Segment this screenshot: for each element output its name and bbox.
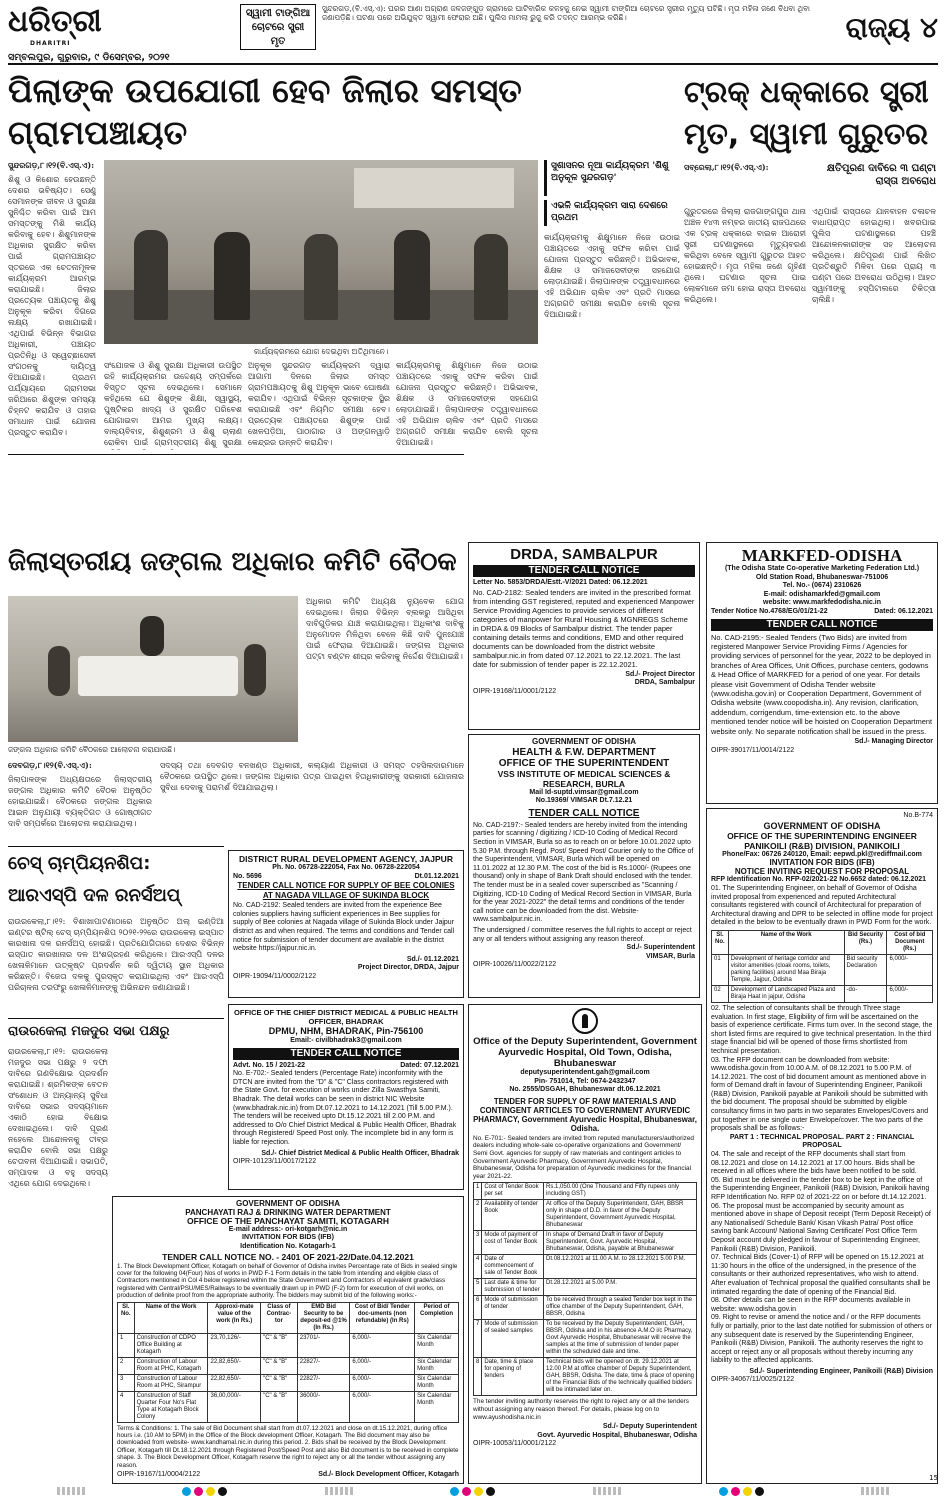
registration-bar [325, 1487, 353, 1495]
ad-panikoili: No.B-774 GOVERNMENT OF ODISHA OFFICE OF THE SUPERINTENDING ENGINEER PANIKOILI (R&B) DIVISION, PANIKOILI Phone/Fax: 06726 240120, Email: eepwd.pkl@rediffmail.com INVITATION FOR BIDS (IFB) NOTICE INVITING REQUEST FOR PROPOSAL RFP Identification No. RFP-02/2021-22 No.6652 dated: 06.12.2021 01. The Superintending Engineer, on behalf of Governor of Odisha invited proposal from experienced and reputed Architectural consultants registered with council of Architectural for preparation of Architectural drawing and DPR to be selected in offline mode for project detailed in the below to be eventually drawn in PWD Form for the work. Sl. No. Name of the Work Bid Security (Rs.) Cost of bid Document (Rs.) 01 Development of heritage corridor and visitor amenities (cloak rooms, toilets, parking facilities) around Maa Biraja Temple, Jajpur, Odisha Bid security Declaration 6,000/- 02 Development of Landscaped Plaza and Biraja Haat in jajpur, Odisha -do- 6,000/- 02. The selection of consultants shall be through Three stage evaluation. In first stage, Eligibility of firm will be ascertained on the basis of experience certificate. Firms turn over. In the second stage, the short listed firms are required to give technical presentation. In the third stage financial bid will be opened of those firms shortlisted from technical presentation. 03. The RFP document can be downloaded from website: www.odisha.gov.in from 10.00 A.M. of 08.12.2021 to 5.00 P.M. of 14.12.2021. The cost of bid document amount as mentioned above in form of Demand draft in favour of Superintending Engineer, Panikoili (R&B) Division, Panikoili payable at Panikoili should be submitted with the bid document. The proposal should be submitted by eligible consultancy firms in two parts in two separates Envelopes/Covers and put together in one single outer Envelope/cover. The two parts of the proposals shall be as follows:- PART 1 : TECHNICAL PROPOSAL. PART 2 : FINANCIAL PROPOSAL 04. The sale and receipt of the RFP documents shall start from 08.12.2021 and close on 14.12.2021 at 17.00 hours. Bids shall be received in all offices where the bids have been notified to be sold. 05. Bid must be delivered in the tender box to be kept in the office of the Superintending Engineer, Panikoili (R&B) Division, Panikoili having RFP Identification No. RFP 02 of 2021-22 on or before dt.14.12.2021. 06. The proposal must be accompanied by security amount as mentioned above in shape of Deposit receipt (Term Deposit Receipt) of any Nationalised/ Schedule Bank/ Kisan Vikash Patra/ Post office saving bank Account/ National Saving Certificate/ Post Office Term Deposit account duly pledged in favour of Superintending Engineer, Panikoili (R&B) Division, Panikoili. 07. Technical Bids (Cover-1) of RFP will be opened on 15.12.2021 at 11:30 hours in the office of the undersigned, in the presence of the consultants or their authorized representatives, who wish to attend. After evaluation of Technical proposal the qualified consultants shall be intimated regarding the date of opening of the Financial Bid. 08. Other details can be seen in the RFP documents available in website: www.odisha.gov.in 09. Right to revise or amend the notice and / or the RFP documents fully or partially, prior to the last date notified for submission of others or any subsequent date is reserved by the Superintending Engineer, Panikoili (R&B) Division, Panikoili. The authority reserves the right to accept or reject any or all proposals without thereby incurring any liability to the affected applicants. Sd./- Superintending Engineer, Panikoili (R&B) Division OIPR-34067/11/0025/2122 [706, 808, 938, 1484]
panikoili-table-cell: 6,000/- [887, 985, 933, 1002]
kotagarh-table-cell: Construction of Labour Room at PHC, Kotagarh [134, 1357, 208, 1374]
story4-kicker: ଚେସ୍ ଚାମ୍ପିୟନଶିପ: [8, 853, 151, 874]
ad-kotagarh-table [117, 1302, 459, 1423]
kotagarh-table-cell: 4 [118, 1391, 135, 1422]
ad-vimsar-body: No. CAD-2197:- Sealed tenders are hereby invited from the intending parties for scanning / digitizing / ICD-10 Coding of Medical Record Section in VIMSAR, Burla so as to reach on or before 10.01.2022 upto 5.30 P.M. through Regd. Post/ Speed Post/ Courier only to the Office of the Superintendent, VIMSAR, Burla which will be opened on 11.01.2022 at 12.30 P.M. The cost of the bid is Rs.1000/- (Rupees one thousand) only in shape of Bank Draft should enclosed with the tender. The tender must be in a sealed cover superscribed as "Scanning / Digitizing, ICD-10 Coding of Medical Record Section in VIMSAR, Burla for the year 2021-2022" the detail terms and conditions of the tender call notice can be downloaded from the dist. Website- www.sambalpur.nic.in. [473, 821, 694, 924]
kotagarh-table-header-cell: EMD Bid Security to be deposit-ed @1% (In Rs.) [297, 1302, 350, 1333]
section-rule [8, 454, 464, 455]
registration-dot-icon [182, 1487, 227, 1496]
kotagarh-table-row [118, 1357, 459, 1374]
ad-ayurvedic-table [473, 1182, 697, 1396]
story1-col4: କାର୍ଯ୍ୟକ୍ରମକୁ ଶିକ୍ଷୁମାନେ ନିଜେ ଉଠାଇ ପଞ୍ଚାୟତରେ ଏହାକୁ ସଫଳ କରିବା ପାଇଁ ଯୋଜନା ପ୍ରସ୍ତୁତ କରିଛନ୍ତି। ଅଭିଭାବକ, ଶିକ୍ଷକ ଓ ସମାଜସେବୀଙ୍କ ସହଯୋଗ ଲୋଡ଼ାଯାଇଛି। ଜିଲାପାଳଙ୍କ ତତ୍ତ୍ୱାବଧାନରେ ଏହି ଅଭିଯାନ ଚାଲିବ ଏବଂ ପ୍ରତି ମାସରେ ଅଗ୍ରଗତି ସମୀକ୍ଷା କରାଯିବ ବୋଲି ସୂଚନା ଦିଆଯାଇଛି। [396, 361, 538, 447]
story4-body: ରାଉରକେଲା,୮।୧୨: ବିଶାଖାପାଟଣାଠାରେ ଅନୁଷ୍ଠିତ ଅଲ୍ ଇଣ୍ଡିଆ ଇଣ୍ଟର ଷ୍ଟିଲ୍ ଚେସ୍ ଚାମ୍ପିୟନଶିପ ୨୦୨୧-୨୨ରେ ରାଉରକେଲା ଇସ୍ପାତ କାରଖାନା ଦଳ ରନର୍ସଅପ୍ ହୋଇଛି। ପ୍ରତିଯୋଗିତାରେ ଦେଶର ବିଭିନ୍ନ ଇସ୍ପାତ କାରଖାନାର ଦଳ ଅଂଶଗ୍ରହଣ କରିଥିଲେ। ଆରଏସ୍‌ପି ଦଳର ଖେଳାଳିମାନେ ଉତ୍କୃଷ୍ଟ ପ୍ରଦର୍ଶନ କରି ଦ୍ୱିତୀୟ ସ୍ଥାନ ଅଧିକାର କରିଛନ୍ତି। ବିଜେତା ଦଳକୁ ପୁରସ୍କୃତ କରାଯାଇଥିଲା ଏବଂ ଆରଏସ୍‌ପି ପରିଚାଳନା ତରଫରୁ ଖେଳାଳିମାନଙ୍କୁ ଅଭିନନ୍ଦନ ଜଣାଯାଇଛି। [8, 917, 224, 992]
panikoili-table-cell: 02 [712, 985, 729, 1002]
story3-photo [8, 596, 298, 742]
ayurvedic-table-cell: To be received through a sealed Tender box kept in the office chamber of the Deputy Superintendent, GAH, BBSR, Odisha [544, 1296, 697, 1320]
kotagarh-table-cell: 6,000/- [350, 1333, 415, 1357]
ayurvedic-table-cell: In shape of Demand Draft in favor of Deputy Superintendent, Govt. Ayurvedic Hospital, Bhubaneswar, Odisha, payable at Bhubaneswar [544, 1231, 697, 1255]
kotagarh-table-header-cell: Sl. No. [118, 1302, 135, 1333]
registration-bar [593, 1487, 621, 1495]
kotagarh-table-cell: 36,00,000/- [208, 1391, 261, 1422]
ayurvedic-table-cell: 6 [474, 1296, 482, 1320]
ad-markfed-body: No. CAD-2195:- Sealed Tenders (Two Bids) are invited from registered Manpower Service Providing Firms / Agencies for providing services of personnel for the year, 2022 to be deployed in branches of Area Offices, Unit Offices, purchase centers, godowns & Head Office of MARKFED for a period of one year. For details please visit Government of Odisha Tender website (www.odisha.gov.in) or Cooperation Department, Government of Odisha website (www.coopodisha.in). Any revision, clarification, addendum, corrigendum, time-extension etc. to the above mentioned tender notice will be hoisted on Cooperation Department website only. No separate notification shall be issued in the press. [711, 632, 933, 736]
ayurvedic-table-cell: 5 [474, 1279, 482, 1296]
kotagarh-table-cell: 6,000/- [350, 1391, 415, 1422]
kotagarh-table-cell: Construction of CDPO Office Building at Kotagarh [134, 1333, 208, 1357]
ad-markfed-title: MARKFED-ODISHA [741, 546, 903, 565]
ayurvedic-table-cell: Dt.28.12.2021 at 5.00 P.M. [544, 1279, 697, 1296]
story2-col1: ଗୁରୁତରରେ ଜିଲ୍ଲା ରାଜଗାଙ୍ଗପୁର ଥାନା ଅଞ୍ଚଳ ୧୪୩ ନମ୍ବର ଜାତୀୟ ରାଜପଥରେ ଏକ ଟ୍ରକ୍ ଧକ୍କାରେ ବାଇକ ଆରୋହୀ ସ୍ତ୍ରୀ ଘଟଣାସ୍ଥଳରେ ମୃତ୍ୟୁବରଣ କରିଥିବା ବେଳେ ସ୍ୱାମୀ ଗୁରୁତର ଆହତ ହୋଇଛନ୍ତି। ମୃତା ମହିଳା ଜଣେ ଗୃହିଣୀ ଥିଲେ। ଘଟଣାର ସୂଚନା ପାଇ ଲୋକମାନେ ଜମା ହୋଇ ରାସ୍ତା ଅବରୋଧ କରିଥିଲେ। [684, 207, 806, 304]
logo-text: ଧରିତ୍ରୀ [8, 4, 102, 39]
ayurvedic-table-cell: Cost of Tender Book per set [482, 1183, 544, 1200]
panikoili-table-header-cell: Sl. No. [712, 930, 729, 954]
section-label: ରାଜ୍ୟ ୪ [845, 11, 938, 44]
story1-pullquote-1: ସୁଶାସନର ନୂଆ କାର୍ଯ୍ୟକ୍ରମ 'ଶିଶୁ ଅନୁକୂଳ ସୁନ୍ଦରଗଡ଼' [544, 160, 680, 196]
kotagarh-table-cell: Construction of Labour Room at PHC, Sirampur [134, 1374, 208, 1391]
ayurvedic-table-cell: Date of commencement of sale of Tender Book [482, 1255, 544, 1279]
ayurvedic-table-cell: Dt.08.12.2021 at 11.00 A.M. to 28.12.2021 5.00 P.M. [544, 1255, 697, 1279]
ayurvedic-table-cell: Date, time & place for opening of tenders [482, 1358, 544, 1396]
ayurvedic-table-cell: Rs.1,050.00 (One Thousand and Fifty rupees only including GST) [544, 1183, 697, 1200]
ayurvedic-table-cell: Mode of payment of cost of Tender Book [482, 1231, 544, 1255]
ayurvedic-table-cell: Mode of submission of sealed samples [482, 1320, 544, 1358]
ayurvedic-table-cell: 2 [474, 1200, 482, 1231]
kotagarh-table-cell: "C" & "B" [261, 1374, 298, 1391]
ad-panikoili-table [711, 930, 933, 1003]
panikoili-table-cell: -do- [844, 985, 887, 1002]
kotagarh-table-row [118, 1391, 459, 1422]
ad-bhadrak: OFFICE OF THE CHIEF DISTRICT MEDICAL & PUBLIC HEALTH OFFICER, BHADRAK DPMU, NHM, BHADRAK, Pin-756100 Email:- civilbhadrak3@gmail.com TENDER CALL NOTICE Advt. No. 15 / 2021-22 Dated: 07.12.2021 No. E-702:- Sealed tenders (Percentage Rate) inconformity with the DTCN are invited from the "D" & "C" Class contractors registered with the State Govt. for execution of works under Zilla Swasthya Samiti, Bhadrak. The detail works can be seen in district NIC Website (www.bhadrak.nic.in) from Dt.07.12.2021 to 14.12.2021 (Till 5.00 P.M.). The tenders will be received upto Dt.15.12.2021 till 2.00 P.M. and addressed to O/o Chief District Medical & Public Health Officer, Bhadrak through Registered/ Speed Post only. The incomplete bid in any form is liable for rejection. Sd./- Chief District Medical & Public Health Officer, Bhadrak OIPR-10123/11/0017/2122 [228, 1004, 464, 1190]
ayurvedic-table-cell: Last date & time for submission of tender [482, 1279, 544, 1296]
kotagarh-table-cell: 6,000/- [350, 1374, 415, 1391]
ayurvedic-table-cell: Technical bids will be opened on dt. 29.12.2021 at 12.00 P.M at office chamber of Deputy Superintendent, GAH, BBSR, Odisha. The date, time & place of opening of the Financial Bids of the technically qualified bidders will be intimated later on. [544, 1358, 697, 1396]
ayurvedic-table-row [474, 1320, 697, 1358]
ayurvedic-table-cell: To be received by the Deputy Superintendent, GAH, BBSR, Odisha and in his absence A.M.O i/c Pharmacy, Govt Ayurvedic Hospital, Bhubaneswar will receive the samples at the time of submission of tender paper within the scheduled date and time. [544, 1320, 697, 1358]
ayurvedic-table-row [474, 1358, 697, 1396]
panikoili-table-cell: 01 [712, 954, 729, 985]
ayurvedic-table-cell: 4 [474, 1255, 482, 1279]
ad-drda-sambalpur: DRDA, SAMBALPUR TENDER CALL NOTICE Letter No. 5853/DRDA/Estt.-V/2021 Dated: 06.12.2021 No. CAD-2182: Sealed tenders are invited in the prescribed format from intending GST registered, reputed and experienced Manpower Service Providing Agencies to provide services of different categories of manpower for Rural Housing & MGNREGS Scheme in DRDA & 09 Blocks of Sambalpur district. The tender paper containing details terms and conditions, EMD and other required documents can be downloaded from the district website sambalpur.nic.in from dated 07.12.2021 to 22.12.2021. The last date for submission of tender paper is 22.12.2021. Sd./- Project Director DRDA, Sambalpur OIPR-19168/11/0001/2122 [468, 542, 700, 730]
panikoili-table-header-cell: Bid Security (Rs.) [844, 930, 887, 954]
ad-ayurvedic: Office of the Deputy Superintendent, Government Ayurvedic Hospital, Old Town, Odisha, Bhubaneswar deputysuperintendent.gah@gmail.com Pin- 751014, Tel: 0674-2432347 No. 2555/DSGAH, Bhubaneswar dt.06.12.2021 TENDER FOR SUPPLY OF RAW MATERIALS AND CONTINGENT ARTICLES TO GOVERNMENT AYURVEDIC PHARMACY, Government Ayurvedic Hospital, Bhubaneswar, Odisha. No. E-701:- Sealed tenders are invited from reputed manufacturers/authorized dealers including whole-sale co-operative organizations and Government/ Semi Govt. agencies for supply of raw materials and contingent articles to Government Ayurvedic Pharmacy, Government Ayurvedic Hospital, Bhubaneswar, Odisha for preparation of Ayurvedic medicines for the financial year 2021-22. 1 Cost of Tender Book per set Rs.1,050.00 (One Thousand and Fifty rupees only including GST) 2 Availability of tender Book At office of the Deputy Superintendent, GAH, BBSR only in shape of D.D. in favor of the Deputy Superintendent, Government Ayurvedic Hospital, Bhubaneswar 3 Mode of payment of cost of Tender Book In shape of Demand Draft in favor of Deputy Superintendent, Govt. Ayurvedic Hospital, Bhubaneswar, Odisha, payable at Bhubaneswar 4 Date of commencement of sale of Tender Book Dt.08.12.2021 at 11.00 A.M. to 28.12.2021 5.00 P.M. 5 Last date & time for submission of tender Dt.28.12.2021 at 5.00 P.M. 6 Mode of submission of tender To be received through a sealed Tender box kept in the office chamber of the Deputy Superintendent, GAH, BBSR, Odisha 7 Mode of submission of sealed samples To be received by the Deputy Superintendent, GAH, BBSR, Odisha and in his absence A.M.O i/c Pharmacy, Govt Ayurvedic Hospital, Bhubaneswar will receive the samples at the time of submission of tender paper within the scheduled date and time. 8 Date, time & place for opening of tenders Technical bids will be opened on dt. 29.12.2021 at 12.00 P.M at office chamber of Deputy Superintendent, GAH, BBSR, Odisha. The date, time & place of opening of the Financial Bids of the technically qualified bidders will be intimated later on. The tender inviting authority reserves the right to reject any or all the tenders without assigning any reason thereof. For details, please log on to www.ayushodisha.nic.in Sd./- Deputy Superintendent Govt. Ayurvedic Hospital, Bhubaneswar, Odisha OIPR-10053/11/0001/2122 [468, 1004, 702, 1484]
panikoili-table-cell: Development of Landscaped Plaza and Biraja Haat in jajpur, Odisha [728, 985, 844, 1002]
story2-headline: ଟ୍ରକ୍ ଧକ୍କାରେ ସ୍ତ୍ରୀ ମୃତ, ସ୍ୱାମୀ ଗୁରୁତର [684, 75, 929, 152]
page-number: 15 [929, 1474, 938, 1482]
registration-bar [861, 1487, 889, 1495]
footer-registration [8, 1486, 938, 1496]
ad-drda-jajpur: DISTRICT RURAL DEVELOPMENT AGENCY, JAJPUR Ph. No. 06728-222054, Fax No. 06728-222054 No. 5696 Dt.01.12.2021 TENDER CALL NOTICE FOR SUPPLY OF BEE COLONIES AT NAGADA VILLAGE OF SUKINDA BLOCK No. CAD-2192: Sealed tenders are invited from the experience Bee colonies suppliers having sufficient experiences in Bee supplies for supply of Bee colonies at Nagada village of Sukinda Block under Jajpur district as and when required. The terms and conditions and Tender call notice for submission of tender document are available in the district website https://jajpur.nic.in. Sd./- 01.12.2021 Project Director, DRDA, Jajpur OIPR-19094/11/0002/2122 [228, 850, 464, 998]
registration-dot-icon [450, 1487, 495, 1496]
story1-col1: ଶିଶୁ ଓ କିଶୋର ହେଉଛନ୍ତି ଦେଶର ଭବିଷ୍ୟତ। ସେଣୁ ସେମାନଙ୍କ ଜୀବନ ଓ ସୁରକ୍ଷା ସୁନିଶ୍ଚିତ କରିବା ପାଇଁ ଆମ ସମସ୍ତଙ୍କୁ ମିଶି କାର୍ଯ୍ୟ କରିବାକୁ ହେବ। ଶିଶୁମାନଙ୍କ ଅଧିକାର ସୁରକ୍ଷିତ କରିବା ପାଇଁ ଗ୍ରାମପଞ୍ଚାୟତ ସ୍ତରରେ ଏକ ଚେତନାମୂଳକ କାର୍ଯ୍ୟକ୍ରମ ଆରମ୍ଭ କରାଯାଇଛି। ଜିଲାର ପ୍ରତ୍ୟେକ ପଞ୍ଚାୟତକୁ ଶିଶୁ ଅନୁକୂଳ କରିବା ଦିଗରେ ଲକ୍ଷ୍ୟ ରଖାଯାଇଛି। ଏଥିପାଇଁ ବିଭିନ୍ନ ବିଭାଗର ଅଧିକାରୀ, ପଞ୍ଚାୟତ ପ୍ରତିନିଧି ଓ ସ୍ୱେଚ୍ଛାସେବୀ ସଂଗଠନକୁ ଦାୟିତ୍ୱ ଦିଆଯାଇଛି। ପ୍ରଥମ ପର୍ଯ୍ୟାୟରେ ଗ୍ରାମସଭା ଜରିଆରେ ଶିଶୁଙ୍କ ସମସ୍ୟା ଚିହ୍ନଟ କରାଯିବ ଓ ତାହାର ସମାଧାନ ପାଇଁ ଯୋଜନା ପ୍ରସ୍ତୁତ କରାଯିବ। [8, 175, 96, 437]
kotagarh-table-cell: "C" & "B" [261, 1391, 298, 1422]
teaser-box: ସ୍ୱାମୀ ଟାଙ୍ଗିଆ ଚୋଟରେ ସ୍ତ୍ରୀ ମୃତ [240, 4, 316, 50]
ad-drda-body: No. CAD-2182: Sealed tenders are invited in the prescribed format from intending GST registered, reputed and experienced Manpower Service Providing Agencies to provide services of different categories of manpower for Rural Housing & MGNREGS Scheme in DRDA & 09 Blocks of Sambalpur district. The tender paper containing details terms and conditions, EMD and other required documents can be downloaded from the district website sambalpur.nic.in from dated 07.12.2021 to 22.12.2021. The last date for submission of tender paper is 22.12.2021. [473, 587, 695, 669]
story5-body: ରାଉରକେଲା,୮।୧୨: ରାଉରକେଲା ମଜଦୁର ସଭା ପକ୍ଷରୁ ୨ ଦଫା ଦାବିରେ ଗଣବିକ୍ଷୋଭ ପ୍ରଦର୍ଶନ କରାଯାଇଛି। ଶ୍ରମିକଙ୍କ ବେତନ ସଂଶୋଧନ ଓ ଅନ୍ୟାନ୍ୟ ସୁବିଧା ଦାବିରେ ସଭାର ସଦସ୍ୟମାନେ ଏକାଠି ହୋଇ ବିକ୍ଷୋଭ ଦେଖାଇଥିଲେ। ଦାବି ପୂରଣ ନହେଲେ ଆନ୍ଦୋଳନକୁ ତୀବ୍ର କରାଯିବ ବୋଲି ସଭା ପକ୍ଷରୁ ଚେତାବନୀ ଦିଆଯାଇଛି। ସଭାପତି, ସମ୍ପାଦକ ଓ ବହୁ ସଦସ୍ୟ ଏଥିରେ ଯୋଗ ଦେଇଥିଲେ। [8, 1047, 108, 1188]
kotagarh-table-row [118, 1333, 459, 1357]
story1-headline: ପିଲାଙ୍କ ଉପଯୋଗୀ ହେବ ଜିଲାର ସମସ୍ତ ଗ୍ରାମପଞ୍ଚାୟତ [8, 71, 522, 152]
ayurvedic-table-row [474, 1279, 697, 1296]
story2-col2: ଏଥିପାଇଁ ରାସ୍ତାରେ ଯାନବାହନ ଚଳାଚଳ ବାଧାପ୍ରାପ୍ତ ହୋଇଥିଲା। ଖବରପାଇ ପୁଲିସ ଘଟଣାସ୍ଥଳରେ ପହଞ୍ଚି ଆନ୍ଦୋଳନକାରୀଙ୍କ ସହ ଆଲୋଚନା କରିଥିଲେ। କ୍ଷତିପୂରଣ ପାଇଁ ଲିଖିତ ପ୍ରତିଶ୍ରୁତି ମିଳିବା ପରେ ପ୍ରାୟ ୩ ଘଣ୍ଟା ପରେ ଅବରୋଧ ଉଠିଥିଲା। ଆହତ ସ୍ୱାମୀଙ୍କୁ ହସ୍ପିଟାଲରେ ଚିକିତ୍ସା ଚାଲିଛି। [812, 207, 936, 304]
panikoili-table-cell: Development of heritage corridor and visitor amenities (cloak rooms, toilets, parking facilities) around Maa Biraja Temple, Jajpur, Odisha [728, 954, 844, 985]
kotagarh-table-cell: 22827/- [297, 1357, 350, 1374]
kotagarh-table-cell: 22,82,650/- [208, 1357, 261, 1374]
ad-kotagarh: GOVERNMENT OF ODISHA PANCHAYATI RAJ & DRINKING WATER DEPARTMENT OFFICE OF THE PANCHAYAT SAMITI, KOTAGARH E-mail address:- ori-kotgarh@nic.in INVITATION FOR BIDS (IFB) Identification No. Kotagarh-1 TENDER CALL NOTICE NO. - 2401 OF 2021-22/Date.04.12.2021 1. The Block Development Officer, Kotagarh on behalf of Governor of Odisha invites Percentage rate of Bids in sealed single cover for the following 04(Four) Nos of works in PWD F-1 Form details in the table from intending and eligible class of Contractors mentioned in Col 4 below registered within the State Government and Contractors of equivalent grade/class registered with Central/PSU/MES/Railways to be eventually drawn up in PWD (F-2) form for execution of civil works, on production of definite proof from the appropriate authority. The bidders may submit bid of the following works:- Sl. No. Name of the Work Approxi-mate value of the work (In Rs.) Class of Contrac-tor EMD Bid Security to be deposit-ed @1% (In Rs.) Cost of Bid/ Tender doc-uments (non refundable) (In Rs) Period of Completion 1 Construction of CDPO Office Building at Kotagarh 23,70,126/- "C" & "B" 23701/- 6,000/- Six Calendar Month 2 Construction of Labour Room at PHC, Kotagarh 22,82,650/- "C" & "B" 22827/- 6,000/- Six Calendar Month 3 Construction of Labour Room at PHC, Sirampur 22,82,650/- "C" & "B" 22827/- 6,000/- Six Calendar Month 4 Construction of Staff Quarter Four No's Flat Type at Kotagarh Block Colony 36,00,000/- "C" & "B" 36000/- 6,000/- Six Calendar Month Terms & Conditions: 1. The sale of Bid Document shall start from dt.07.12.2021 and close on dt.15.12.2021, during office hours i.e. (10 AM to 5PM) in the Office of the Block development Officer, Kotagarh. The Bid document may also be downloaded from website- www.kandhamal.nic.in during this period. 2. Bids shall be received by the Block Development Officer, Kotagarh till Dt.18.12.2021 through Registered Post/Speed Post and also Bid document is to be received in complete shape. 3. The Block Development Officer, Kotagarh reserve the right to reject any or all the tender without assigning any reason. OIPR-19167/11/0004/2122 Sd./- Block Development Officer, Kotagarh [112, 1196, 464, 1484]
ad-vimsar: GOVERNMENT OF ODISHA HEALTH & F.W. DEPARTMENT OFFICE OF THE SUPERINTENDENT VSS INSTITUTE OF MEDICAL SCIENCES & RESEARCH, BURLA Mail Id-suptd.vimsar@gmail.com No.19369/ VIMSAR Dt.7.12.21 TENDER CALL NOTICE No. CAD-2197:- Sealed tenders are hereby invited from the intending parties for scanning / digitizing / ICD-10 Coding of Medical Record Section in VIMSAR, Burla so as to reach on or before 10.01.2022 upto 5.30 P.M. through Regd. Post/ Speed Post/ Courier only to the Office of the Superintendent, VIMSAR, Burla which will be opened on 11.01.2022 at 12.30 P.M. The cost of the bid is Rs.1000/- (Rupees one thousand) only in shape of Bank Draft should enclosed with the tender. The tender must be in a sealed cover superscribed as "Scanning / Digitizing, ICD-10 Coding of Medical Record Section in VIMSAR, Burla for the year 2021-2022" the detail terms and conditions of the tender call notice can be downloaded from the dist. Website- www.sambalpur.nic.in. The undersigned / committee reserves the full rights to accept or reject any or all tenders without assigning any reason thereof. Sd./- Superintendent VIMSAR, Burla OIPR-10026/11/0022/2122 [468, 734, 700, 998]
story1-col5: କାର୍ଯ୍ୟକ୍ରମକୁ ଶିକ୍ଷୁମାନେ ନିଜେ ଉଠାଇ ପଞ୍ଚାୟତରେ ଏହାକୁ ସଫଳ କରିବା ପାଇଁ ଯୋଜନା ପ୍ରସ୍ତୁତ କରିଛନ୍ତି। ଅଭିଭାବକ, ଶିକ୍ଷକ ଓ ସମାଜସେବୀଙ୍କ ସହଯୋଗ ଲୋଡ଼ାଯାଇଛି। ଜିଲାପାଳଙ୍କ ତତ୍ତ୍ୱାବଧାନରେ ଏହି ଅଭିଯାନ ଚାଲିବ ଏବଂ ପ୍ରତି ମାସରେ ଅଗ୍ରଗତି ସମୀକ୍ଷା କରାଯିବ ବୋଲି ସୂଚନା ଦିଆଯାଇଛି। [544, 233, 680, 319]
ayurvedic-table-row [474, 1183, 697, 1200]
masthead-rule [8, 63, 938, 65]
kotagarh-table-cell: 1 [118, 1333, 135, 1357]
story1-caption: କାର୍ଯ୍ୟକ୍ରମରେ ଯୋଗ ଦେଇଥିବା ଅତିଥିମାନେ। [253, 347, 389, 356]
kotagarh-table-cell: 22,82,650/- [208, 1374, 261, 1391]
kotagarh-table-cell: 6,000/- [350, 1357, 415, 1374]
ayurvedic-table-cell: Mode of submission of tender [482, 1296, 544, 1320]
masthead [8, 4, 938, 62]
story1-dateline: ସୁନ୍ଦରଗଡ଼,୮।୧୨(ବି.ଏସ୍.ଏ): [8, 160, 95, 170]
story2-dateline: ସବ୍ରେଲା,୮।୧୨(ବି.ଏସ୍.ଏ): [684, 162, 769, 172]
story2-subhead: କ୍ଷତିପୂରଣ ଦାବିରେ ୩ ଘଣ୍ଟା ରାସ୍ତା ଅବରୋଧ [826, 163, 936, 187]
kotagarh-table-header-cell: Approxi-mate value of the work (In Rs.) [208, 1302, 261, 1333]
kotagarh-table-cell: 23701/- [297, 1333, 350, 1357]
story3-headline: ଜିଲାସ୍ତରୀୟ ଜଙ୍ଗଲ ଅଧିକାର କମିଟି ବୈଠକ [8, 547, 457, 577]
kotagarh-table-cell: "C" & "B" [261, 1357, 298, 1374]
panikoili-table-cell: 6,000/- [887, 954, 933, 985]
ad-drda-bar: TENDER CALL NOTICE [473, 565, 695, 577]
story3-col2: ଅଧିକାର କମିଟି ଅଧ୍ୟକ୍ଷ ନ୍ୟୁବେକ ଯୋଗ ଦେଇଥିଲେ। ଜିଲାର ବିଭିନ୍ନ ବ୍ଲକରୁ ଆସିଥିବା ଦାବିଗୁଡ଼ିକର ଯାଞ୍ଚ କରାଯାଇଥିଲା। ଅଧିକାଂଶ ଦାବିକୁ ଅନୁମୋଦନ ମିଳିଥିବା ବେଳେ କିଛି ଦାବି ପୁନଃଯାଞ୍ଚ ପାଇଁ ଫେରାଇ ଦିଆଯାଇଛି। ଜଙ୍ଗଲ ଅଧିକାର ପଟ୍ଟା ବଣ୍ଟନ ଶୀଘ୍ର କରିବାକୁ ନିର୍ଦ୍ଦେଶ ଦିଆଯାଇଛି। [306, 597, 464, 661]
ayurvedic-table-cell: At office of the Deputy Superintendent, GAH, BBSR only in shape of D.D. in favor of the Deputy Superintendent, Government Ayurvedic Hospital, Bhubaneswar [544, 1200, 697, 1231]
kotagarh-table-cell: Six Calendar Month [415, 1333, 459, 1357]
section-rule-2 [8, 846, 224, 847]
panikoili-table-row [712, 954, 933, 985]
registration-bar [57, 1487, 85, 1495]
masthead-logo [8, 4, 126, 48]
ayurvedic-table-cell: 3 [474, 1231, 482, 1255]
ayurvedic-table-row [474, 1255, 697, 1279]
kotagarh-table-cell: 2 [118, 1357, 135, 1374]
ayurvedic-table-row [474, 1200, 697, 1231]
story3-dateline: ଦେବଗଡ଼,୮।୧୨(ବି.ଏସ୍.ଏ): [8, 760, 92, 770]
kotagarh-table-cell: Construction of Staff Quarter Four No's Flat Type at Kotagarh Block Colony [134, 1391, 208, 1422]
logo-sub: DHARITRI [30, 40, 71, 47]
ayurvedic-table-cell: 8 [474, 1358, 482, 1396]
story1-col2: ସଂଯୋଜକ ଓ ଶିଶୁ ସୁରକ୍ଷା ଅଧିକାରୀ ଉପସ୍ଥିତ ରହି କାର୍ଯ୍ୟକ୍ରମର ଉଦ୍ଦେଶ୍ୟ ସମ୍ପର୍କରେ ବିସ୍ତୃତ ସୂଚନା ଦେଇଥିଲେ। ସେମାନେ କହିଥିଲେ ଯେ ଶିଶୁଙ୍କ ଶିକ୍ଷା, ସ୍ୱାସ୍ଥ୍ୟ, ପୁଷ୍ଟିକର ଖାଦ୍ୟ ଓ ସୁରକ୍ଷିତ ପରିବେଶ ଯୋଗାଇବା ଆମର ମୁଖ୍ୟ ଲକ୍ଷ୍ୟ। ବାଲ୍ୟବିବାହ, ଶିଶୁଶ୍ରମ ଓ ଶିଶୁ ଚାଲାଣ ରୋକିବା ପାଇଁ ଗ୍ରାମସ୍ତରୀୟ ଶିଶୁ ସୁରକ୍ଷା [104, 361, 242, 447]
odisha-emblem-icon [572, 1008, 598, 1034]
panikoili-table-row [712, 985, 933, 1002]
story1-pullquote-2: ଏଭଳି କାର୍ଯ୍ୟକ୍ରମ ସାରା ଦେଶରେ ପ୍ରଥମ [544, 200, 680, 226]
story3-col1: ଜିଲାପାଳଙ୍କ ଅଧ୍ୟକ୍ଷତାରେ ଜିଲାସ୍ତରୀୟ ଜଙ୍ଗଲ ଅଧିକାର କମିଟି ବୈଠକ ଅନୁଷ୍ଠିତ ହୋଇଯାଇଛି। ବୈଠକରେ ଜଙ୍ଗଲ ଅଧିକାର ଆଇନ ଅନୁଯାୟୀ ବ୍ୟକ୍ତିଗତ ଓ ଗୋଷ୍ଠୀଗତ ଦାବି ସମ୍ପର୍କରେ ଆଲୋଚନା କରାଯାଇଥିଲା। [8, 775, 152, 828]
kotagarh-table-cell: 22827/- [297, 1374, 350, 1391]
ayurvedic-table-cell: 1 [474, 1183, 482, 1200]
story3-col3: ସଦସ୍ୟ ତଥା ଦେବଗଡ଼ ବନଖଣ୍ଡ ଅଧିକାରୀ, କଲ୍ୟାଣ ଅଧିକାରୀ ଓ ସମସ୍ତ ତହସିଲଦାରମାନେ ବୈଠକରେ ଉପସ୍ଥିତ ଥିଲେ। ଜଙ୍ଗଲ ଅଧିକାର ପତ୍ର ପାଇଥିବା ହିତାଧିକାରୀଙ୍କୁ ସରକାରୀ ଯୋଜନାର ସୁବିଧା ଦେବାକୁ ପରାମର୍ଶ ଦିଆଯାଇଥିଲା। [160, 761, 464, 792]
story5-headline: ରାଉରକେଲା ମଜଦୁର ସଭା ପକ୍ଷରୁ [8, 1024, 170, 1039]
kotagarh-table-header-cell: Name of the Work [134, 1302, 208, 1333]
ayurvedic-table-cell: 7 [474, 1320, 482, 1358]
registration-dot-icon [719, 1487, 764, 1496]
kotagarh-table-cell: Six Calendar Month [415, 1374, 459, 1391]
kotagarh-table-header-cell: Period of Completion [415, 1302, 459, 1333]
ayurvedic-table-cell: Availability of tender Book [482, 1200, 544, 1231]
kotagarh-table-cell: "C" & "B" [261, 1333, 298, 1357]
kotagarh-table-cell: 36000/- [297, 1391, 350, 1422]
kotagarh-table-cell: Six Calendar Month [415, 1357, 459, 1374]
ayurvedic-table-row [474, 1231, 697, 1255]
teaser-text: ସୁନ୍ଦରଗଡ଼,(ବି.ଏସ୍.ଏ): ଘରର ଆଣା ଅଗ୍ରାଣ ଜଳଜଙ୍ଗୁଡ଼ ଗ୍ରାମରେ ଘାଟିବାରିକ କଳହକୁ ନେଇ ସ୍ୱାମୀ ଟାଙ୍ଗିଆ ଚୋଟରେ ସ୍ତ୍ରୀର ମୃତ୍ୟୁ ଘଟିଛି। ମୃତା ମହିଳା ଜଣେ ବିଧବା ଥିବା ଜଣାପଡ଼ିଛି। ଘଟଣା ପରେ ଅଭିଯୁକ୍ତ ସ୍ୱାମୀ ଫେରାର ଅଛି। ପୁଲିସ ମାମଲା ରୁଜୁ କରି ତଦନ୍ତ ଆରମ୍ଭ କରିଛି। [322, 4, 810, 23]
ad-markfed: MARKFED-ODISHA (The Odisha State Co-operative Marketing Federation Ltd.) Old Station Road, Bhubaneswar-751006 Tel. No.- (0674) 2310626 E-mail: odishamarkfed@gmail.com website: www.markfedodisha.nic.in Tender Notice No.4768/EG/01/21-22 Dated: 06.12.2021 TENDER CALL NOTICE No. CAD-2195:- Sealed Tenders (Two Bids) are invited from registered Manpower Service Providing Firms / Agencies for providing services of personnel for the year, 2022 to be deployed in branches of Area Offices, Unit Offices, purchase centers, godowns & Head Office of MARKFED for a period of one year. For details please visit Government of Odisha Tender website (www.odisha.gov.in) or Cooperation Department, Government of Odisha website (www.coopodisha.in). Any revision, clarification, addendum, corrigendum, time-extension etc. to the above mentioned tender notice will be hoisted on Cooperation Department website only. No separate notification shall be issued in the press. Sd./- Managing Director OIPR-39017/11/0014/2122 [706, 542, 938, 804]
panikoili-table-cell: Bid security Declaration [844, 954, 887, 985]
kotagarh-table-cell: Six Calendar Month [415, 1391, 459, 1422]
panikoili-table-header-cell: Cost of bid Document (Rs.) [887, 930, 933, 954]
section-rule-3 [8, 1018, 224, 1019]
kotagarh-table-row [118, 1374, 459, 1391]
story3-caption: ଜଙ୍ଗଲ ଅଧିକାର କମିଟି ବୈଠକରେ ଆଲୋଚନା କରାଯାଉଛି। [8, 745, 176, 754]
kotagarh-table-cell: 3 [118, 1374, 135, 1391]
kotagarh-table-cell: 23,70,126/- [208, 1333, 261, 1357]
kotagarh-table-header-cell: Cost of Bid/ Tender doc-uments (non refundable) (In Rs) [350, 1302, 415, 1333]
story4-headline: ଆରଏସ୍‌ପି ଦଳ ରନର୍ସଅପ୍ [8, 885, 181, 906]
story1-col3: ଅନୁକୂଳ ସୁନ୍ଦରଗଡ଼ କାର୍ଯ୍ୟକ୍ରମ ଦ୍ୱାରା ଆଗାମୀ ଦିନରେ ଜିଲାର ସମସ୍ତ ଗ୍ରାମପଞ୍ଚାୟତକୁ ଶିଶୁ ଅନୁକୂଳ ଭାବେ ଘୋଷଣା କରାଯିବ। ଏଥିପାଇଁ ବିଭିନ୍ନ ସୂଚକାଙ୍କ ସ୍ଥିର କରାଯାଇଛି ଏବଂ ନିୟମିତ ସମୀକ୍ଷା ହେବ। ପ୍ରତ୍ୟେକ ପଞ୍ଚାୟତରେ ଶିଶୁଙ୍କ ପାଇଁ ଖେଳପଡ଼ିଆ, ପାଠାଗାର ଓ ଅଙ୍ଗନୱାଡ଼ି କେନ୍ଦ୍ରର ଉନ୍ନତି କରାଯିବ। [248, 361, 390, 447]
ayurvedic-table-row [474, 1296, 697, 1320]
panikoili-table-header-cell: Name of the Work [728, 930, 844, 954]
story1-photo [104, 160, 538, 344]
dateline: ସମ୍ବଲପୁର, ଗୁରୁବାର, ୯ ଡିସେମ୍ବର, ୨୦୨୧ [8, 52, 170, 62]
kotagarh-table-header-cell: Class of Contrac-tor [261, 1302, 298, 1333]
ad-drda-title: DRDA, SAMBALPUR [510, 546, 658, 563]
